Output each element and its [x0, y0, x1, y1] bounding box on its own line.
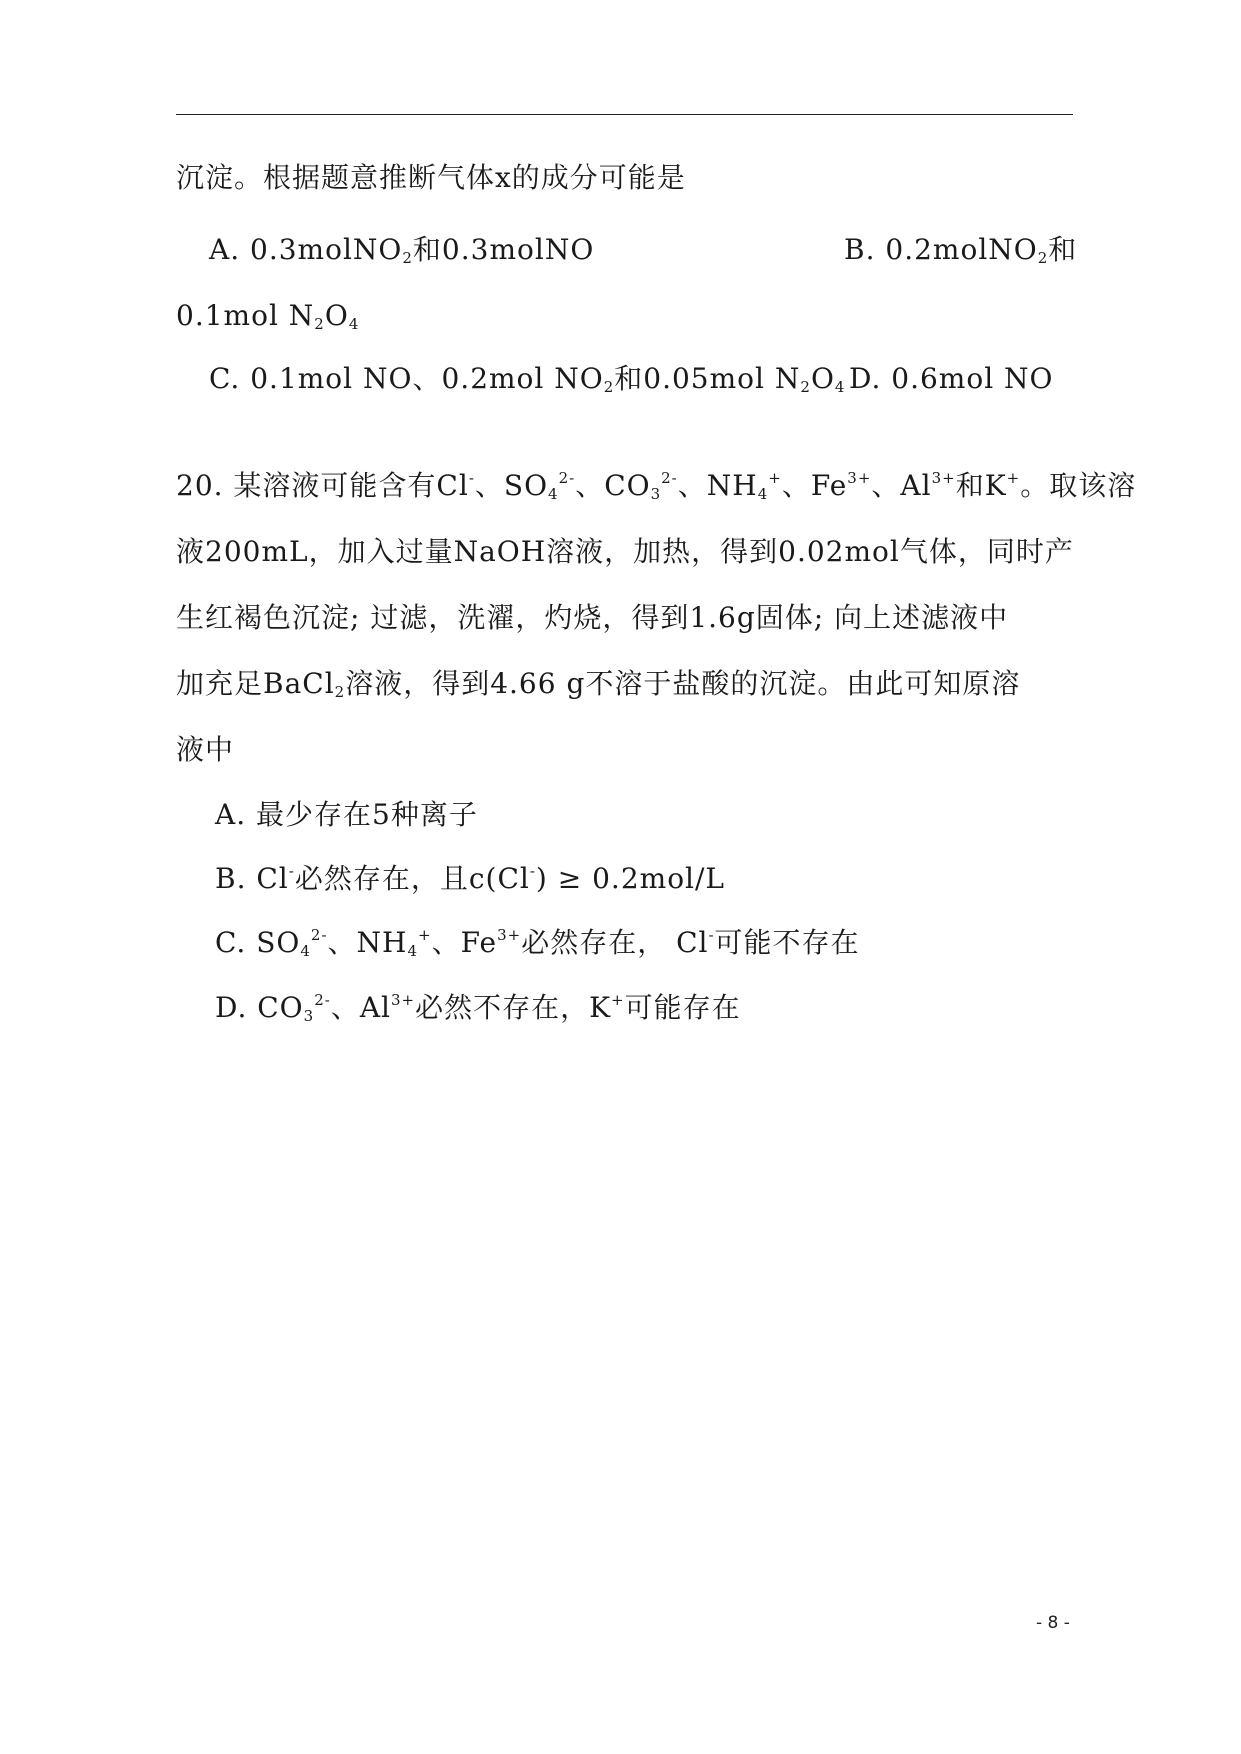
q20-stem-line-2 — [176, 534, 1074, 570]
q20-l5-text: 液中 — [176, 733, 235, 766]
q20-l1-p2: 2- — [558, 469, 576, 487]
q20-c-t5: 可能不存在 — [714, 926, 860, 959]
q20-l1-t6: 、Al — [871, 469, 932, 502]
q20-l1-t2: 、SO — [474, 469, 549, 502]
q20-d-b1: 3 — [303, 1007, 315, 1025]
q19-a-text: A. 0.3molNO — [209, 233, 403, 266]
q20-d-p2: 3+ — [391, 991, 416, 1009]
q20-l1-t4: 、NH — [677, 469, 758, 502]
q20-d-t4: 可能存在 — [624, 991, 741, 1024]
page-number: - 8 - — [1036, 1613, 1070, 1633]
q20-l1-p6: 3+ — [931, 469, 956, 487]
q19-bc-text-2: O — [324, 299, 349, 332]
q20-l4-t1: 加充足BaCl — [176, 667, 335, 700]
q20-l1-t7: 和K — [955, 469, 1007, 502]
q20-d-t3: 必然不存在，K — [415, 991, 612, 1024]
q20-l4-t2: 溶液，得到4.66 g不溶于盐酸的沉淀。由此可知原溶 — [345, 667, 1021, 700]
q20-c-b1: 4 — [300, 942, 311, 960]
q20-l1-b2: 4 — [548, 485, 559, 503]
q19-b-sub: 2 — [1037, 249, 1049, 267]
q19-c-sub-2: 2 — [800, 378, 811, 396]
q20-stem-line-3 — [176, 600, 1008, 636]
header-rule — [176, 114, 1073, 115]
q20-stem-line-5 — [176, 732, 234, 768]
q20-l1-p1: - — [468, 469, 475, 487]
q19-c-text-2: 和0.05mol N — [614, 362, 801, 395]
q20-l2-text: 液200mL，加入过量NaOH溶液，加热，得到0.02mol气体，同时产 — [176, 535, 1074, 568]
q19-stem-text: 沉淀。根据题意推断气体x的成分可能是 — [176, 161, 686, 194]
q20-option-c — [215, 925, 860, 961]
q20-b-t3: ) ≥ 0.2mol/L — [535, 862, 726, 895]
q20-c-p3: 3+ — [497, 926, 522, 944]
q20-l1-p3: 2- — [661, 469, 678, 487]
q19-bc-sub: 2 — [314, 315, 325, 333]
q20-d-p1: 2- — [314, 991, 331, 1009]
q20-c-b2: 4 — [407, 942, 419, 960]
q19-c-text: C. 0.1mol NO、0.2mol NO — [209, 362, 604, 395]
q20-c-t2: 、NH — [327, 926, 408, 959]
q20-l1-b3: 3 — [650, 485, 662, 503]
q20-b-t2: 必然存在，且c(Cl — [294, 862, 530, 895]
q19-bc-text: 0.1mol N — [176, 299, 315, 332]
q20-c-t3: 、Fe — [431, 926, 498, 959]
q20-l1-p5: 3+ — [847, 469, 872, 487]
q20-b-p2: - — [529, 862, 536, 880]
q19-option-b-cont — [176, 298, 359, 334]
q20-d-p3: + — [611, 991, 625, 1009]
q20-b-t1: B. Cl — [215, 862, 289, 895]
q20-c-t1: C. SO — [215, 926, 301, 959]
q20-c-p4: - — [708, 926, 715, 944]
q20-l1-t5: 、Fe — [781, 469, 848, 502]
q20-stem-line-4 — [176, 666, 1020, 702]
q19-c-sub-3: 4 — [834, 378, 846, 396]
q20-l3-text: 生红褐色沉淀; 过滤，洗濯，灼烧，得到1.6g固体; 向上述滤液中 — [176, 601, 1009, 634]
q19-bc-sub-2: 4 — [348, 315, 360, 333]
q20-l1-p7: + — [1006, 469, 1021, 487]
q19-c-text-3: O — [810, 362, 835, 395]
q20-stem-line-1 — [176, 468, 1136, 504]
q20-d-t1: D. CO — [215, 991, 304, 1024]
q20-l1-t1: 20. 某溶液可能含有Cl — [176, 469, 469, 502]
q20-c-t4: 必然存在， Cl — [521, 926, 709, 959]
q19-d-text: D. 0.6mol NO — [849, 362, 1054, 395]
q20-l4-b1: 2 — [334, 683, 346, 701]
q20-l1-t8: 。取该溶 — [1020, 469, 1137, 502]
q20-option-d — [215, 990, 741, 1026]
q19-c-sub: 2 — [603, 378, 615, 396]
q19-a-text-2: 和0.3molNO — [412, 233, 595, 266]
q20-d-t2: 、Al — [330, 991, 391, 1024]
q20-option-a — [215, 797, 478, 833]
q20-b-p1: - — [288, 862, 295, 880]
q20-option-b — [215, 861, 725, 897]
q19-option-c — [209, 361, 845, 397]
q19-option-b — [844, 232, 1077, 268]
q19-a-sub: 2 — [402, 249, 413, 267]
q20-l1-p4: + — [768, 469, 782, 487]
q20-c-p1: 2- — [310, 926, 328, 944]
q19-option-a — [209, 232, 594, 268]
q20-a-text: A. 最少存在5种离子 — [215, 798, 478, 831]
q20-c-p2: + — [418, 926, 432, 944]
q20-l1-t3: 、CO — [575, 469, 651, 502]
q19-option-d — [849, 361, 1054, 397]
q19-stem-tail — [176, 160, 686, 196]
q19-b-text-2: 和 — [1048, 233, 1078, 266]
q19-b-text: B. 0.2molNO — [844, 233, 1038, 266]
q20-l1-b4: 4 — [757, 485, 769, 503]
